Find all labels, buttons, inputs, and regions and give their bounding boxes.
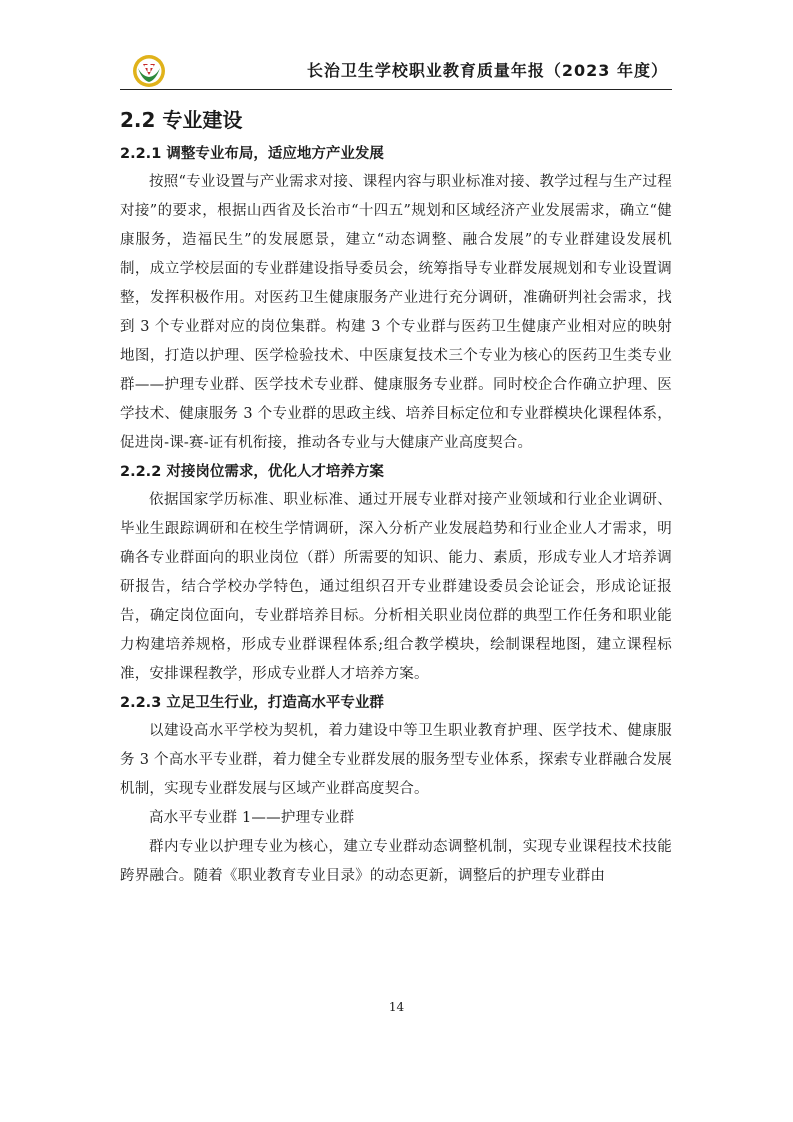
school-emblem-icon xyxy=(132,54,166,88)
report-title: 长治卫生学校职业教育质量年报（2023 年度） xyxy=(306,61,668,80)
section-title: 2.2 专业建设 xyxy=(120,108,243,132)
paragraph: 按照“专业设置与产业需求对接、课程内容与职业标准对接、教学过程与生产过程对接”的要求，根据山西省及长治市“十四五”规划和区域经济产业发展需求，确立“健康服务，造福民生”的发展愿景，建立“动态调整、融合发展”的专业群建设发展机制，成立学校层面的专业群建设指导委员会，统筹指导专业群发展规划和专业设置调整，发挥积极作用。对医药卫生健康服务产业进行充分调研，准确研判社会需求，找到 3 个专业群对应的岗位集群。构建 3 个专业群与医药卫生健康产业相对应的映射地图，打造以护理、医学检验技术、中医康复技术三个专业为核心的医药卫生类专业群——护理专业群、医学技术专业群、健康服务专业群。同时校企合作确立护理、医学技术、健康服务 3 个专业群的思政主线、培养目标定位和专业群模块化课程体系，促进岗-课-赛-证有机衔接，推动各专业与大健康产业高度契合。 xyxy=(120,174,672,451)
main-content xyxy=(120,100,672,891)
header-divider xyxy=(120,89,672,90)
subsection-heading-2-2-1: 2.2.1 调整专业布局，适应地方产业发展 xyxy=(120,146,384,162)
paragraph: 以建设高水平学校为契机，着力建设中等卫生职业教育护理、医学技术、健康服务 3 个高水平专业群，着力健全专业群发展的服务型专业体系，探索专业群融合发展机制，实现专业群发展与区域产业群高度契合。 xyxy=(120,723,672,797)
paragraph-subtitle: 高水平专业群 1——护理专业群 xyxy=(149,810,355,826)
subsection-heading-2-2-3: 2.2.3 立足卫生行业，打造高水平专业群 xyxy=(120,695,384,711)
paragraph: 群内专业以护理专业为核心，建立专业群动态调整机制，实现专业课程技术技能跨界融合。随着《职业教育专业目录》的动态更新，调整后的护理专业群由 xyxy=(120,839,672,884)
paragraph: 依据国家学历标准、职业标准、通过开展专业群对接产业领域和行业企业调研、毕业生跟踪调研和在校生学情调研，深入分析产业发展趋势和行业企业人才需求，明确各专业群面向的职业岗位（群）所需要的知识、能力、素质，形成专业人才培养调研报告，结合学校办学特色，通过组织召开专业群建设委员会论证会，形成论证报告，确定岗位面向，专业群培养目标。分析相关职业岗位群的典型工作任务和职业能力构建培养规格，形成专业群课程体系;组合教学模块，绘制课程地图，建立课程标准，安排课程教学，形成专业群人才培养方案。 xyxy=(120,492,672,682)
page-header xyxy=(120,50,672,90)
page-number: 14 xyxy=(388,1000,405,1014)
subsection-heading-2-2-2: 2.2.2 对接岗位需求，优化人才培养方案 xyxy=(120,464,384,480)
